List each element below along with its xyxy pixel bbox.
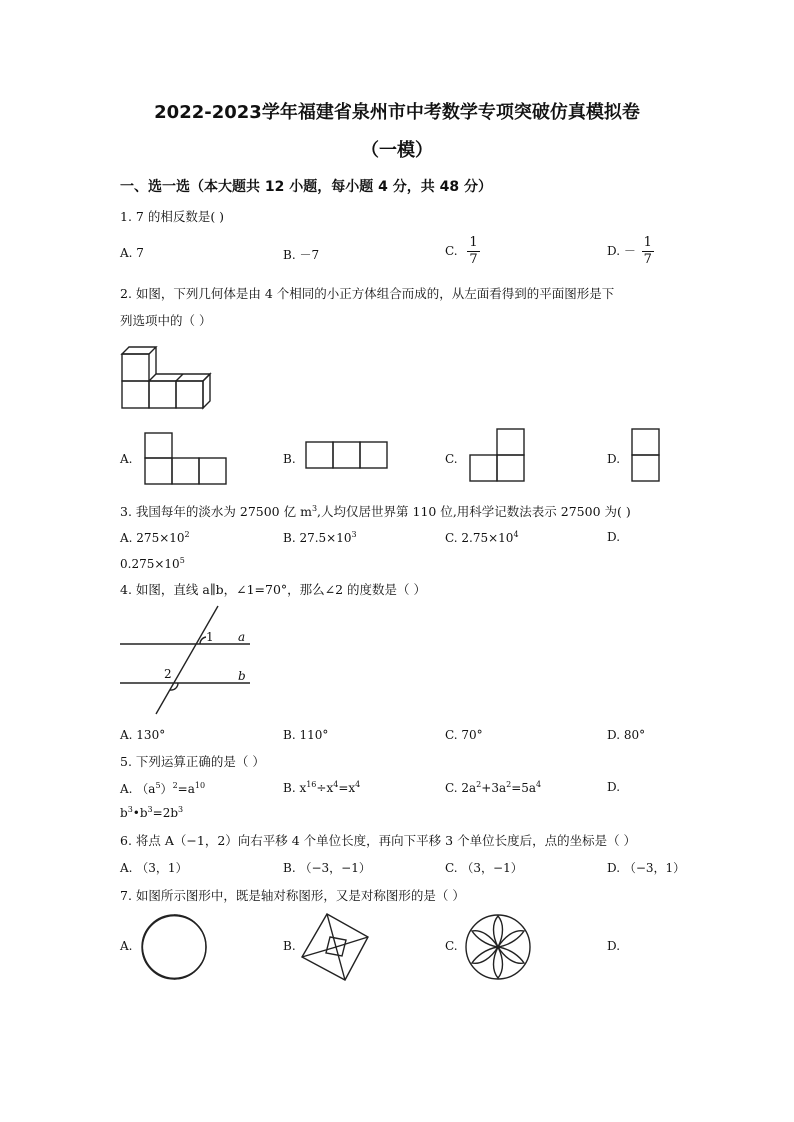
bottom-row-top-divider-1 [176, 374, 183, 381]
expr-part: =5a [511, 781, 537, 795]
question-5-stem: 5. 下列运算正确的是（ ） [120, 754, 265, 769]
q4-option-b: B. 110° [283, 728, 329, 742]
expr-part: ÷x [316, 781, 334, 795]
expr-part: B. x [283, 781, 307, 795]
angle-2-label: 2 [164, 667, 172, 681]
q1-option-c-fraction [467, 235, 479, 268]
q5-option-d [120, 805, 183, 820]
expr-exp: 3 [178, 805, 184, 814]
angle-1-label: 1 [206, 630, 214, 644]
bottom-cube-3-front [176, 381, 203, 408]
q3-a-exp: 2 [184, 530, 190, 539]
line-b-label: b [238, 669, 246, 683]
square [145, 433, 172, 458]
q2-option-b-figure [305, 442, 390, 470]
q3-option-d [120, 556, 185, 571]
expr-part: =2b [152, 806, 179, 820]
q7-option-c-figure [464, 913, 532, 981]
q1-option-c [445, 235, 480, 268]
expr-part: =x [338, 781, 356, 795]
q2-option-a: A. [120, 452, 133, 466]
q1-option-d-fraction [642, 235, 654, 268]
q2-option-b: B. [283, 452, 296, 466]
q7-option-a: A. [120, 939, 133, 953]
top-cube-front-face [122, 354, 149, 381]
q1-option-c-label: C. [445, 244, 458, 258]
bottom-cube-2-front [149, 381, 176, 408]
q7-option-d: D. [607, 939, 621, 953]
petal-arc [142, 931, 201, 978]
question-7-stem: 7. 如图所示图形中，既是轴对称图形，又是对称图形的是（ ） [120, 888, 465, 903]
expr-exp: 2 [476, 780, 482, 789]
line-a-label: a [238, 630, 246, 644]
bottom-row-side-face [203, 374, 210, 408]
q2-option-d-figure [631, 429, 661, 483]
q3-stem-post: ,人均仅居世界第 110 位,用科学记数法表示 27500 为( ) [317, 504, 631, 519]
question-2-stem-line1: 2. 如图，下列几何体是由 4 个相同的小正方体组合而成的，从左面看得到的平面图形是下 [120, 286, 615, 301]
expr-exp: 2 [506, 780, 512, 789]
q7-option-c: C. [445, 939, 458, 953]
q3-stem-sup: 3 [311, 503, 318, 513]
q2-option-c: C. [445, 452, 458, 466]
question-3-stem [120, 502, 631, 520]
q3-stem-pre: 3. 我国每年的淡水为 27500 亿 m [120, 504, 312, 519]
q6-option-d: D. （−3，1） [607, 861, 686, 875]
q6-option-b: B. （−3，−1） [283, 861, 371, 875]
document-subtitle: （一模） [361, 140, 433, 161]
q7-option-b: B. [283, 939, 296, 953]
parallel-lines-figure [118, 604, 258, 719]
document-title: 2022-2023学年福建省泉州市中考数学专项突破仿真模拟卷 [154, 102, 640, 123]
expr-exp: 10 [194, 781, 206, 790]
expr-exp: 4 [536, 780, 542, 789]
q7-option-a-figure [140, 913, 208, 981]
transversal-line [156, 606, 218, 714]
q1-option-b: B. －7 [283, 248, 320, 262]
q3-b-base: B. 27.5×10 [283, 531, 352, 545]
q7-option-b-figure [300, 912, 370, 982]
q2-option-a-figure [144, 433, 229, 485]
expr-part: ） [160, 782, 173, 796]
question-4-stem: 4. 如图，直线 a∥b，∠1=70°，那么∠2 的度数是（ ） [120, 582, 427, 597]
q1-option-d [607, 235, 654, 268]
q3-c-base: C. 2.75×10 [445, 531, 514, 545]
q5-option-d-label: D. [607, 780, 621, 794]
expr-part: •b [132, 806, 148, 820]
square [360, 442, 387, 468]
q5-option-a [120, 780, 205, 797]
fraction-denominator: 7 [469, 252, 478, 267]
square [470, 455, 497, 481]
q3-c-exp: 4 [513, 530, 519, 539]
q1-option-a: A. 7 [120, 246, 144, 260]
q3-d-base: 0.275×10 [120, 557, 180, 571]
q1-option-d-label: D. － [607, 244, 636, 258]
q6-option-a: A. （3，1） [120, 861, 188, 875]
fraction-denominator: 7 [643, 252, 652, 267]
expr-exp: 2 [172, 781, 178, 790]
expr-part: +3a [481, 781, 507, 795]
q5-option-c [445, 780, 541, 795]
q4-option-a: A. 130° [120, 728, 166, 742]
q2-option-c-figure [469, 429, 527, 483]
question-1-stem: 1. 7 的相反数是( ) [120, 209, 225, 224]
square [172, 458, 199, 484]
expr-exp: 4 [355, 780, 361, 789]
q2-option-d: D. [607, 452, 621, 466]
q3-option-c [445, 530, 519, 545]
q3-a-base: A. 275×10 [120, 531, 185, 545]
square [632, 455, 659, 481]
fraction-numerator: 1 [469, 235, 478, 250]
petal-arc [142, 916, 201, 963]
expr-part: b [120, 806, 128, 820]
expr-part: A. （a [120, 782, 156, 796]
expr-exp: 16 [306, 780, 317, 789]
square [333, 442, 360, 468]
q3-b-exp: 3 [351, 530, 357, 539]
q6-option-c: C. （3，−1） [445, 861, 523, 875]
q4-option-c: C. 70° [445, 728, 483, 742]
section-heading: 一、选一选（本大题共 12 小题，每小题 4 分，共 48 分） [120, 179, 492, 195]
top-cube-top-face [122, 347, 156, 354]
square [497, 429, 524, 455]
square [497, 455, 524, 481]
expr-exp: 5 [155, 781, 161, 790]
expr-exp: 4 [333, 780, 339, 789]
q3-option-a [120, 530, 190, 545]
q4-option-d: D. 80° [607, 728, 646, 742]
square [632, 429, 659, 455]
square [199, 458, 226, 484]
q3-d-exp: 5 [179, 556, 185, 565]
square [145, 458, 172, 484]
cube-stack-figure [118, 343, 218, 413]
fraction-numerator: 1 [643, 235, 652, 250]
question-2-stem-line2: 列选项中的（ ） [120, 313, 212, 328]
expr-part: =a [177, 782, 195, 796]
expr-exp: 3 [127, 805, 133, 814]
q3-option-d-label: D. [607, 530, 621, 544]
bottom-cube-1-front [122, 381, 149, 408]
expr-part: C. 2a [445, 781, 477, 795]
question-6-stem: 6. 将点 A（−1，2）向右平移 4 个单位长度，再向下平移 3 个单位长度后，点的坐标是（ ） [120, 833, 637, 848]
square [306, 442, 333, 468]
q3-option-b [283, 530, 357, 545]
petal-arc [174, 915, 206, 979]
q5-option-b [283, 780, 360, 795]
expr-exp: 3 [147, 805, 153, 814]
